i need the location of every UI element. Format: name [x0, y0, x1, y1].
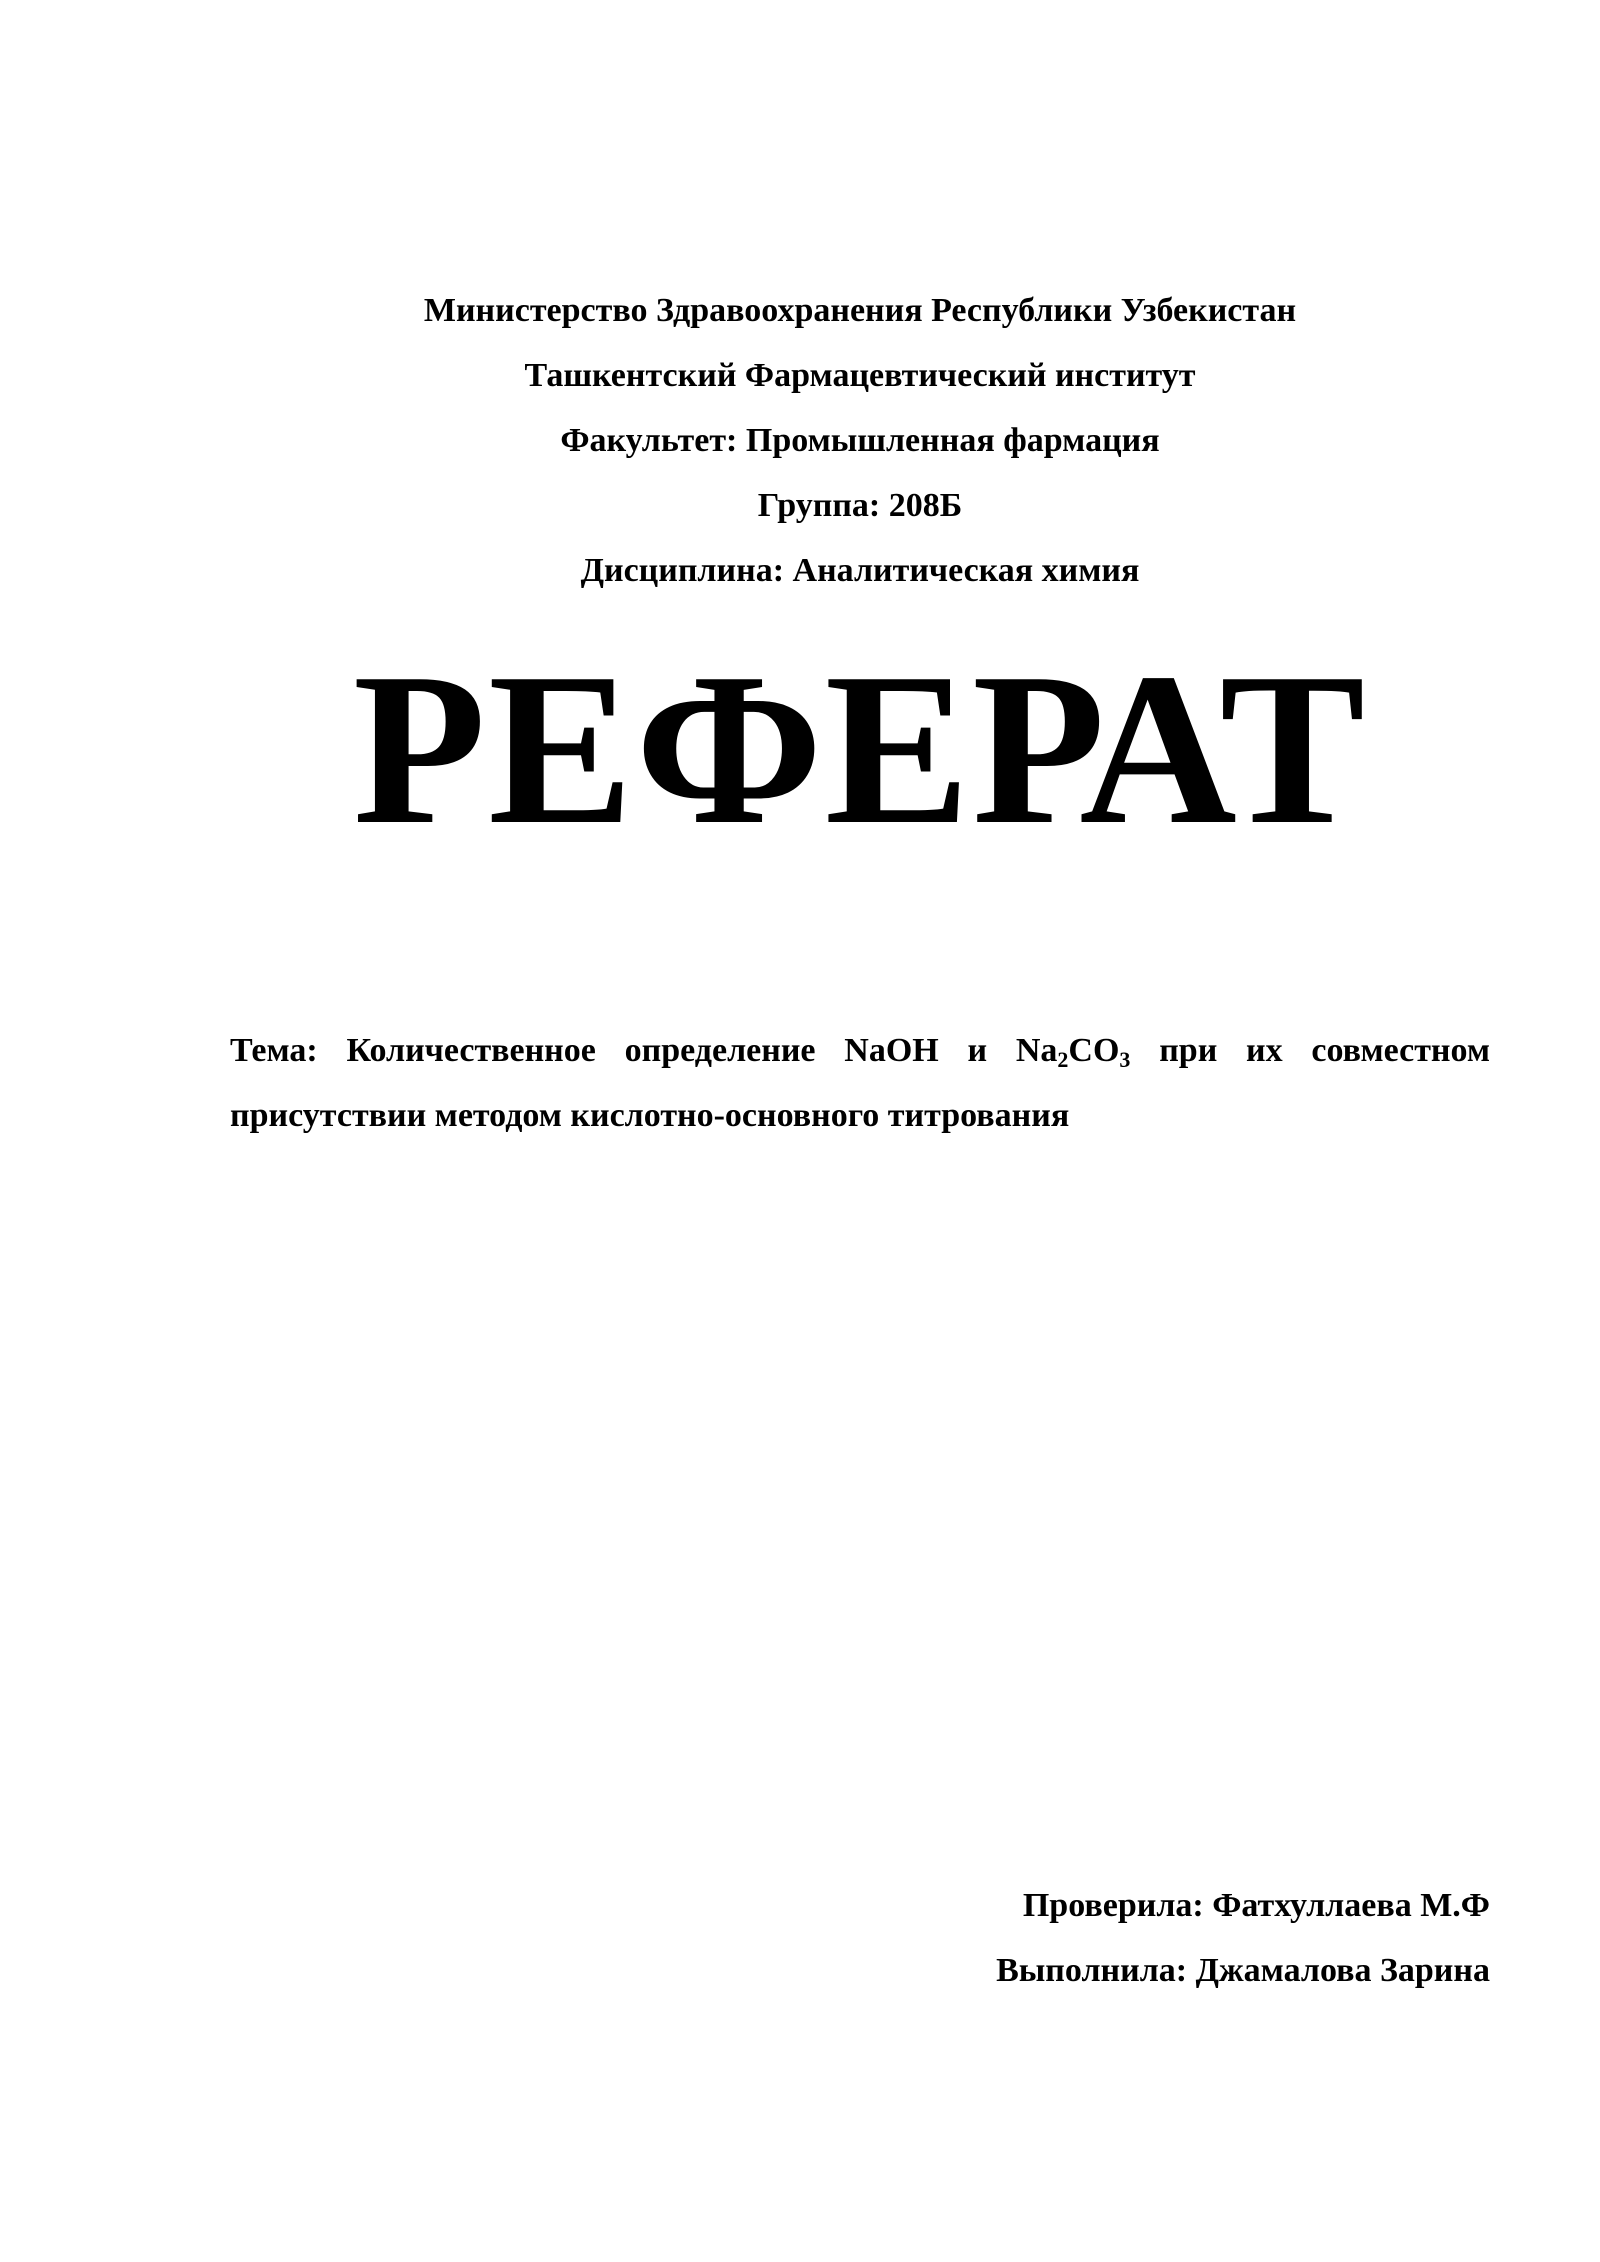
document-title: РЕФЕРАТ — [352, 629, 1368, 870]
faculty-line: Факультет: Промышленная фармация — [560, 422, 1160, 459]
ministry-line: Министерство Здравоохранения Республики Узбекистан — [423, 292, 1297, 329]
topic-text-part2: CO — [1068, 1032, 1120, 1069]
topic-text-part1: Тема: Количественное определение NaOH и Na — [230, 1032, 1058, 1069]
discipline-line: Дисциплина: Аналитическая химия — [580, 552, 1140, 589]
group-line: Группа: 208Б — [757, 487, 963, 524]
topic-subscript-2: 2 — [1057, 1047, 1069, 1072]
checked-by-line: Проверила: Фатхуллаева М.Ф — [1022, 1887, 1490, 1924]
header-block — [230, 278, 1490, 603]
performed-by-line: Выполнила: Джамалова Зарина — [996, 1952, 1490, 1989]
topic-subscript-3: 3 — [1119, 1047, 1131, 1072]
topic-text-part3: при их совместном присутствии методом кислотно-основного титрования — [230, 1032, 1490, 1134]
institute-line: Ташкентский Фармацевтический институт — [524, 357, 1196, 394]
topic-paragraph — [230, 1018, 1490, 1148]
signature-block — [996, 1873, 1490, 2003]
